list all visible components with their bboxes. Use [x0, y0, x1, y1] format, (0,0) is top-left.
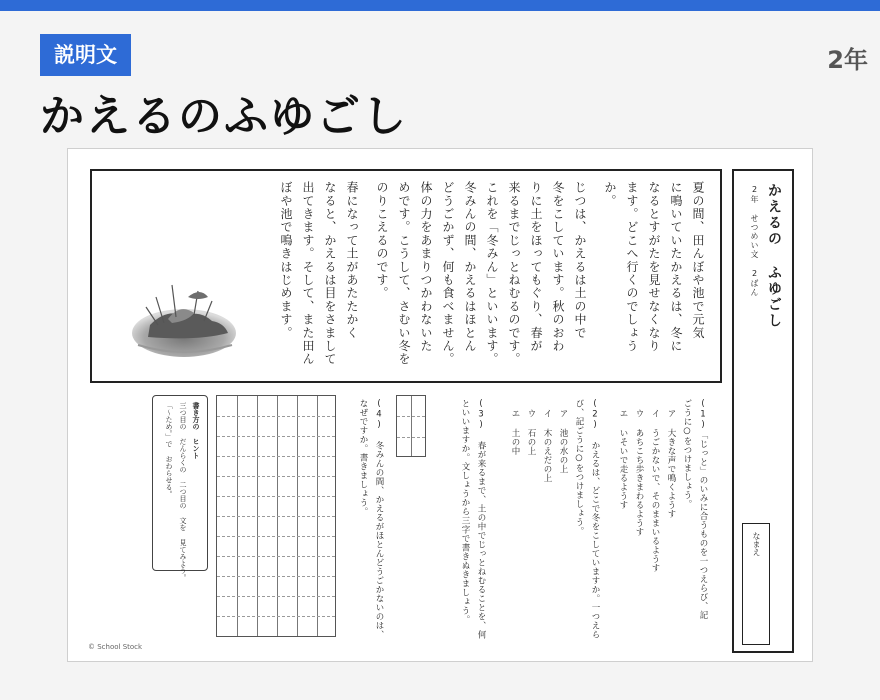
question-line: といいますか。文しょうから三字で書きぬきましょう。 — [460, 399, 470, 624]
answer-grid-q3[interactable] — [396, 395, 426, 457]
question-line: ア 池の水の上 — [558, 409, 568, 474]
question-line: なぜですか。書きましょう。 — [358, 399, 368, 516]
frog-illustration — [128, 267, 240, 363]
grid-line — [217, 536, 335, 537]
passage-line: りに土をほってもぐり、春が — [529, 181, 543, 353]
top-accent-bar — [0, 0, 880, 11]
grid-line — [217, 416, 335, 417]
name-field[interactable] — [742, 523, 770, 645]
question-line: (3) 春が来るまで、土の中でじっとねむることを、何 — [476, 399, 486, 639]
hint-box — [152, 395, 208, 581]
worksheet-title-panel — [732, 169, 794, 653]
passage-line: なると、かえるは目をさまして — [323, 181, 337, 366]
passage-line: 冬をこしています。秋のおわ — [551, 181, 565, 353]
grid-line — [217, 556, 335, 557]
question-line: イ 木のえだの上 — [542, 409, 552, 483]
passage-line: のりこえるのです。 — [375, 181, 389, 300]
passage-line: 春になって土があたたかく — [345, 181, 359, 340]
worksheet-title: かえるの ふゆごし — [766, 183, 782, 329]
grid-line — [217, 476, 335, 477]
hint-line: 「〜ため。」で おわらせる。 — [165, 402, 173, 498]
grid-line — [217, 596, 335, 597]
grid-line — [217, 516, 335, 517]
passage-line: なるとすがたを見せなくなり — [647, 181, 661, 353]
page-title: かえるのふゆごし — [40, 91, 408, 142]
grid-line — [217, 496, 335, 497]
worksheet-subtitle: 2年 せつめい文 2ばん — [750, 185, 759, 297]
grid-line — [217, 456, 335, 457]
copyright-text: © School Stock — [88, 643, 143, 651]
question-line: ウ あちこち歩きまわるようす — [634, 409, 644, 537]
question-line: ウ 石の上 — [526, 409, 536, 456]
passage-line: に鳴いていたかえるは、冬に — [669, 181, 683, 353]
grade-label: 2年 — [827, 46, 868, 74]
passage-line: ぼや池で鳴きはじめます。 — [279, 181, 293, 340]
passage-line: か。 — [603, 181, 617, 208]
passage-line: じつは、かえるは土の中で — [573, 181, 587, 340]
grid-line — [217, 436, 335, 437]
grid-line — [397, 416, 425, 417]
grid-line — [217, 576, 335, 577]
passage-line: これを「冬みん」といいます。 — [485, 181, 499, 366]
question-line: び、記ごうに○をつけましょう。 — [574, 399, 584, 536]
question-line: (2) かえるは、どこで冬をこしていますか。一つえら — [590, 399, 600, 639]
question-line: ア 大きな声で鳴くようす — [666, 409, 676, 519]
passage-line: どうごかず、何も食べません。 — [441, 181, 455, 366]
hint-line: 三つ目の だんらくの 二つ目の 文を 見てみよう。 — [179, 402, 187, 581]
name-label: なまえ — [752, 532, 761, 556]
question-line: エ 土の中 — [510, 409, 520, 456]
question-line: ごうに○をつけましょう。 — [682, 399, 692, 509]
question-line: エ いそいで走るようす — [618, 409, 628, 510]
grid-line — [397, 437, 425, 438]
passage-line: 体の力をあまりつかわないた — [419, 181, 433, 353]
category-badge: 説明文 — [40, 34, 131, 76]
answer-grid-q4[interactable] — [216, 395, 336, 637]
grid-line — [217, 616, 335, 617]
passage-line: 来るまでじっとねむるのです。 — [507, 181, 521, 366]
worksheet-page — [67, 148, 813, 662]
passage-line: ます。どこへ行くのでしょう — [625, 181, 639, 353]
question-line: イ うごかないで、そのままいるようす — [650, 409, 660, 573]
passage-line: 出てきます。そして、また田ん — [301, 181, 315, 366]
reading-passage — [90, 169, 722, 383]
passage-line: 冬みんの間、かえるはほとん — [463, 181, 477, 353]
grid-line — [411, 396, 412, 456]
hint-heading: 書き方の ヒント — [192, 402, 200, 459]
passage-line: 夏の間、田んぼや池で元気 — [691, 181, 705, 340]
question-line: (1)「じっと」のいみに合うものを一つえらび、記 — [698, 399, 708, 620]
question-line: (4) 冬みんの間、かえるがほとんどうごかないのは、 — [374, 399, 384, 639]
passage-line: めです。こうして、さむい冬を — [397, 181, 411, 366]
